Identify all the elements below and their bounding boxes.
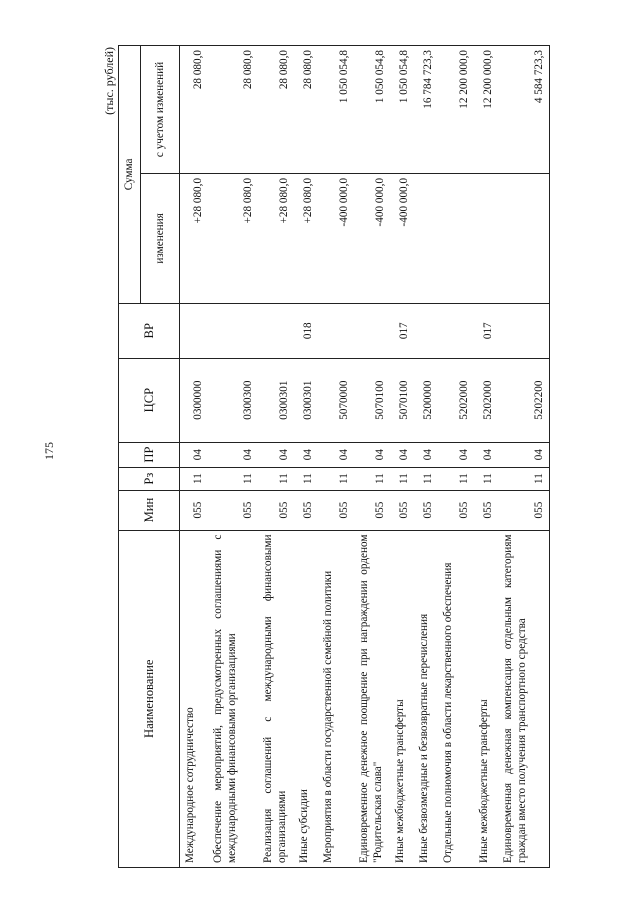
row-rz: 11 xyxy=(180,467,208,490)
table-row xyxy=(390,46,414,868)
row-rz: 11 xyxy=(438,467,474,490)
row-min: 055 xyxy=(180,490,208,530)
row-min: 055 xyxy=(474,490,498,530)
row-vr xyxy=(258,303,294,358)
row-vr xyxy=(414,303,438,358)
row-total: 16 784 723,3 xyxy=(414,46,438,174)
row-rz: 11 xyxy=(354,467,390,490)
row-pr: 04 xyxy=(354,442,390,467)
row-csr: 5202200 xyxy=(498,358,550,442)
table-row xyxy=(354,46,390,868)
row-pr: 04 xyxy=(180,442,208,467)
row-change: +28 080,0 xyxy=(258,173,294,303)
table-row xyxy=(498,46,550,868)
row-name: Реализация соглашений с международными финансовыми организациями xyxy=(258,530,294,867)
table-row xyxy=(438,46,474,868)
row-min: 055 xyxy=(208,490,258,530)
row-vr xyxy=(180,303,208,358)
table-row xyxy=(318,46,354,868)
header-min: Мин xyxy=(119,490,180,530)
row-pr: 04 xyxy=(498,442,550,467)
row-vr xyxy=(208,303,258,358)
row-min: 055 xyxy=(498,490,550,530)
header-name: Наименование xyxy=(119,530,180,867)
row-total: 1 050 054,8 xyxy=(390,46,414,174)
row-csr: 5070100 xyxy=(354,358,390,442)
row-rz: 11 xyxy=(294,467,318,490)
row-change: -400 000,0 xyxy=(390,173,414,303)
row-total: 28 080,0 xyxy=(258,46,294,174)
row-change: +28 080,0 xyxy=(180,173,208,303)
row-total: 12 200 000,0 xyxy=(438,46,474,174)
table-row xyxy=(474,46,498,868)
row-pr: 04 xyxy=(414,442,438,467)
page-number: 175 xyxy=(42,442,56,460)
table-row xyxy=(258,46,294,868)
rotated-table-sheet xyxy=(104,45,610,868)
row-pr: 04 xyxy=(294,442,318,467)
row-csr: 5070000 xyxy=(318,358,354,442)
row-rz: 11 xyxy=(414,467,438,490)
row-pr: 04 xyxy=(438,442,474,467)
row-pr: 04 xyxy=(258,442,294,467)
row-change xyxy=(438,173,474,303)
row-total: 12 200 000,0 xyxy=(474,46,498,174)
row-name: Иные безвозмездные и безвозвратные перечисления xyxy=(414,530,438,867)
budget-table xyxy=(118,45,550,868)
header-rz: Рз xyxy=(119,467,180,490)
header-with-change: с учетом изменений xyxy=(141,46,180,174)
row-csr: 5070100 xyxy=(390,358,414,442)
row-name: Иные межбюджетные трансферты xyxy=(390,530,414,867)
table-row xyxy=(208,46,258,868)
row-rz: 11 xyxy=(208,467,258,490)
row-vr xyxy=(438,303,474,358)
row-min: 055 xyxy=(258,490,294,530)
row-total: 4 584 723,3 xyxy=(498,46,550,174)
row-csr: 5202000 xyxy=(474,358,498,442)
row-pr: 04 xyxy=(318,442,354,467)
header-csr: ЦСР xyxy=(119,358,180,442)
row-total: 28 080,0 xyxy=(208,46,258,174)
row-name: Отдельные полномочия в области лекарственного обеспечения xyxy=(438,530,474,867)
row-change: +28 080,0 xyxy=(294,173,318,303)
row-change xyxy=(498,173,550,303)
row-csr: 0300301 xyxy=(294,358,318,442)
row-min: 055 xyxy=(438,490,474,530)
row-rz: 11 xyxy=(318,467,354,490)
row-name: Международное сотрудничество xyxy=(180,530,208,867)
row-total: 1 050 054,8 xyxy=(318,46,354,174)
row-min: 055 xyxy=(414,490,438,530)
row-name: Единовременное денежное поощрение при награждении орденом "Родительская слава" xyxy=(354,530,390,867)
row-pr: 04 xyxy=(474,442,498,467)
units-label: (тыс. рублей) xyxy=(102,47,116,115)
row-vr xyxy=(318,303,354,358)
row-pr: 04 xyxy=(390,442,414,467)
row-change: -400 000,0 xyxy=(318,173,354,303)
table-row xyxy=(414,46,438,868)
header-sum: Сумма xyxy=(119,46,141,304)
row-rz: 11 xyxy=(474,467,498,490)
row-name: Иные субсидии xyxy=(294,530,318,867)
row-change: -400 000,0 xyxy=(354,173,390,303)
row-vr xyxy=(354,303,390,358)
row-min: 055 xyxy=(354,490,390,530)
row-rz: 11 xyxy=(390,467,414,490)
row-change xyxy=(414,173,438,303)
row-total: 1 050 054,8 xyxy=(354,46,390,174)
row-total: 28 080,0 xyxy=(180,46,208,174)
row-vr: 017 xyxy=(390,303,414,358)
header-change: изменения xyxy=(141,173,180,303)
row-csr: 5202000 xyxy=(438,358,474,442)
row-rz: 11 xyxy=(258,467,294,490)
row-name: Единовременная денежная компенсация отдельным категориям граждан вместо получения транспортного средства xyxy=(498,530,550,867)
row-vr: 018 xyxy=(294,303,318,358)
row-name: Мероприятия в области государственной семейной политики xyxy=(318,530,354,867)
row-change xyxy=(474,173,498,303)
row-min: 055 xyxy=(390,490,414,530)
row-name: Иные межбюджетные трансферты xyxy=(474,530,498,867)
row-pr: 04 xyxy=(208,442,258,467)
row-vr: 017 xyxy=(474,303,498,358)
row-csr: 0300300 xyxy=(208,358,258,442)
row-csr: 0300301 xyxy=(258,358,294,442)
table-row xyxy=(294,46,318,868)
row-min: 055 xyxy=(318,490,354,530)
header-pr: ПР xyxy=(119,442,180,467)
table-row xyxy=(180,46,208,868)
row-csr: 0300000 xyxy=(180,358,208,442)
row-min: 055 xyxy=(294,490,318,530)
row-vr xyxy=(498,303,550,358)
row-total: 28 080,0 xyxy=(294,46,318,174)
row-csr: 5200000 xyxy=(414,358,438,442)
row-change: +28 080,0 xyxy=(208,173,258,303)
header-vr: ВР xyxy=(119,303,180,358)
row-name: Обеспечение мероприятий, предусмотренных соглашениями с международными финансовыми организациями xyxy=(208,530,258,867)
row-rz: 11 xyxy=(498,467,550,490)
